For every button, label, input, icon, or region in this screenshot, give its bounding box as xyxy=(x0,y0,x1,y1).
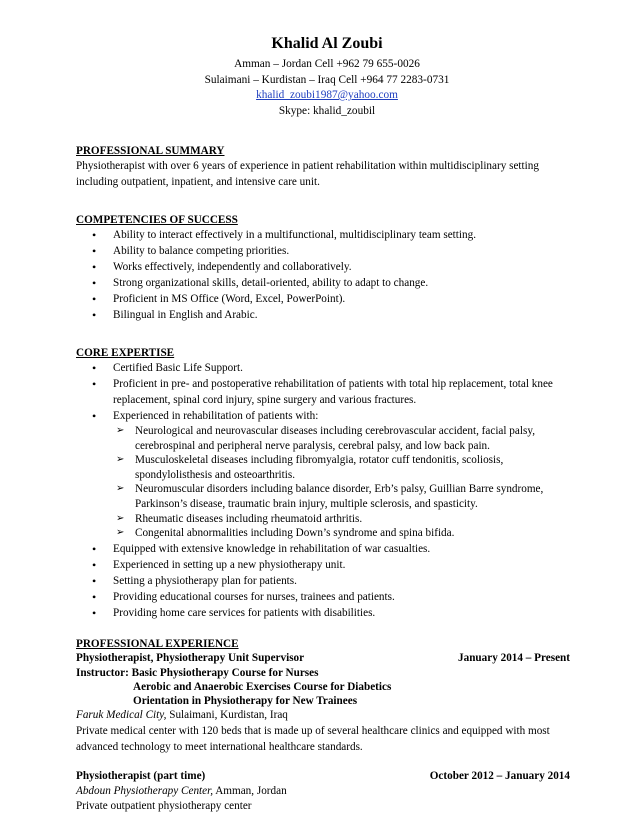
list-item: • Equipped with extensive knowledge in rehabilitation of war casualties. xyxy=(76,541,578,557)
job-entry-2 xyxy=(76,769,578,814)
job-role: Physiotherapist (part time) xyxy=(76,769,206,782)
candidate-name: Khalid Al Zoubi xyxy=(271,35,383,52)
list-item: ➢ Neuromuscular disorders including balance disorder, Erb’s palsy, Guillian Barre syndrome, Parkinson’s disease, traumatic brain injury, multiple sclerosis, and spasticity. xyxy=(113,482,578,511)
course-line: Orientation in Physiotherapy for New Trainees xyxy=(133,694,358,707)
resume-header xyxy=(76,34,578,119)
email-link[interactable]: khalid_zoubi1987@yahoo.com xyxy=(256,89,398,101)
list-item: ➢ Congenital abnormalities including Down’s syndrome and spina bifida. xyxy=(113,526,578,541)
job-dates: January 2014 – Present xyxy=(458,651,570,664)
competencies-list xyxy=(76,227,578,323)
list-item: • Providing home care services for patients with disabilities. xyxy=(76,605,578,621)
experience-heading: PROFESSIONAL EXPERIENCE xyxy=(76,637,239,650)
list-item: • Certified Basic Life Support. xyxy=(76,360,578,376)
employer-location: Sulaimani, Kurdistan, Iraq xyxy=(166,708,288,721)
list-item: • Works effectively, independently and collaboratively. xyxy=(76,259,578,275)
list-item: • Ability to balance competing priorities. xyxy=(76,243,578,259)
expertise-list xyxy=(76,360,578,621)
job-description: Private outpatient physiotherapy center xyxy=(76,799,252,812)
list-item: • Proficient in pre- and postoperative rehabilitation of patients with total hip replacement, total knee replacement, spinal cord injury, spine surgery and various fractures. xyxy=(76,376,578,408)
list-item: • Strong organizational skills, detail-oriented, ability to adapt to change. xyxy=(76,275,578,291)
competencies-heading: COMPETENCIES OF SUCCESS xyxy=(76,214,238,226)
contact-jordan: Amman – Jordan Cell +962 79 655-0026 xyxy=(234,58,420,70)
skype-handle: Skype: khalid_zoubil xyxy=(278,104,376,117)
list-item: • Proficient in MS Office (Word, Excel, PowerPoint). xyxy=(76,291,578,307)
employer-name: Faruk Medical City, xyxy=(76,708,167,721)
list-item: • Bilingual in English and Arabic. xyxy=(76,307,578,323)
list-item xyxy=(76,408,578,541)
list-item: • Ability to interact effectively in a multifunctional, multidisciplinary team setting. xyxy=(76,227,578,243)
employer-name: Abdoun Physiotherapy Center, xyxy=(76,784,214,797)
list-item: • Setting a physiotherapy plan for patients. xyxy=(76,573,578,589)
job-role: Physiotherapist, Physiotherapy Unit Supervisor xyxy=(76,651,305,664)
list-item: • Providing educational courses for nurses, trainees and patients. xyxy=(76,589,578,605)
list-item: • Experienced in setting up a new physiotherapy unit. xyxy=(76,557,578,573)
rehab-conditions-list xyxy=(113,424,578,541)
instructor-line: Instructor: Basic Physiotherapy Course for Nurses xyxy=(76,666,319,679)
job-description: Private medical center with 120 beds that is made up of several healthcare clinics and equipped with most advanced technology to meet international healthcare standards. xyxy=(76,724,550,753)
expertise-heading: CORE EXPERTISE xyxy=(76,347,175,359)
job-dates: October 2012 – January 2014 xyxy=(429,769,570,782)
list-item: ➢ Rheumatic diseases including rheumatoid arthritis. xyxy=(113,512,578,527)
list-item: ➢ Musculoskeletal diseases including fibromyalgia, rotator cuff tendonitis, scoliosis, spondylolisthesis and osteoarthritis. xyxy=(113,453,578,482)
employer-location: Amman, Jordan xyxy=(213,784,287,797)
list-item: ➢ Neurological and neurovascular diseases including cerebrovascular accident, facial palsy, cerebrospinal and peripheral nerve paralysis, cerebral palsy, and low back pain. xyxy=(113,424,578,453)
summary-heading: PROFESSIONAL SUMMARY xyxy=(76,145,225,157)
summary-text: Physiotherapist with over 6 years of experience in patient rehabilitation within multidisciplinary setting including outpatient, inpatient, and intensive care unit. xyxy=(76,160,539,188)
job-entry-1 xyxy=(76,651,578,755)
contact-iraq: Sulaimani – Kurdistan – Iraq Cell +964 77 2283-0731 xyxy=(204,73,450,86)
course-line: Aerobic and Anaerobic Exercises Course for Diabetics xyxy=(133,680,392,693)
list-item-label: Experienced in rehabilitation of patients with: xyxy=(113,410,319,422)
